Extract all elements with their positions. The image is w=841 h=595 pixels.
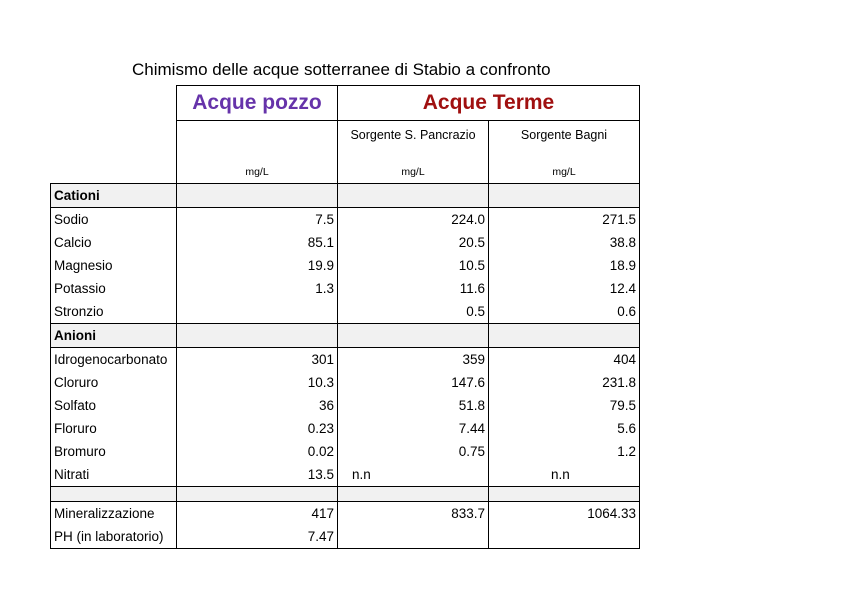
value-pozzo: 0.02	[177, 440, 338, 463]
value-pancrazio: 10.5	[338, 254, 489, 277]
unit-bagni: mg/L	[489, 161, 640, 184]
empty-cell	[489, 184, 640, 208]
empty-cell	[338, 184, 489, 208]
section-cationi-label: Cationi	[51, 184, 177, 208]
value-pancrazio: 833.7	[338, 502, 489, 526]
value-pancrazio: 147.6	[338, 371, 489, 394]
section-anioni-label: Anioni	[51, 324, 177, 348]
table-row	[51, 440, 640, 463]
table-row	[51, 371, 640, 394]
value-pozzo: 10.3	[177, 371, 338, 394]
row-label: Sodio	[51, 208, 177, 232]
table-row	[51, 394, 640, 417]
header-acque-terme: Acque Terme	[338, 86, 640, 121]
value-pozzo: 0.23	[177, 417, 338, 440]
value-pancrazio: 51.8	[338, 394, 489, 417]
row-label: Solfato	[51, 394, 177, 417]
empty-cell	[177, 324, 338, 348]
table-row	[51, 348, 640, 372]
row-label: Mineralizzazione	[51, 502, 177, 526]
value-pancrazio: 0.5	[338, 300, 489, 324]
value-pancrazio: 359	[338, 348, 489, 372]
table-row	[51, 277, 640, 300]
table-row	[51, 525, 640, 549]
value-pozzo	[177, 300, 338, 324]
value-pancrazio: n.n	[338, 463, 489, 487]
value-pancrazio: 20.5	[338, 231, 489, 254]
table-row	[51, 254, 640, 277]
row-label: Cloruro	[51, 371, 177, 394]
value-pancrazio: 7.44	[338, 417, 489, 440]
row-label: PH (in laboratorio)	[51, 525, 177, 549]
row-label: Potassio	[51, 277, 177, 300]
value-pozzo: 36	[177, 394, 338, 417]
value-bagni	[489, 525, 640, 549]
unit-pozzo: mg/L	[177, 161, 338, 184]
value-bagni: 1064.33	[489, 502, 640, 526]
table-row	[51, 463, 640, 487]
row-label: Idrogenocarbonato	[51, 348, 177, 372]
value-pozzo: 19.9	[177, 254, 338, 277]
value-pozzo: 13.5	[177, 463, 338, 487]
section-anioni	[51, 324, 640, 348]
empty-cell	[489, 487, 640, 502]
header-sorgente-bagni: Sorgente Bagni	[489, 121, 640, 162]
value-bagni: 18.9	[489, 254, 640, 277]
value-pancrazio: 11.6	[338, 277, 489, 300]
empty-cell	[489, 324, 640, 348]
value-pozzo: 417	[177, 502, 338, 526]
header-acque-pozzo: Acque pozzo	[177, 86, 338, 121]
value-bagni: 404	[489, 348, 640, 372]
empty-cell	[177, 487, 338, 502]
row-label: Floruro	[51, 417, 177, 440]
value-pancrazio	[338, 525, 489, 549]
value-bagni: 1.2	[489, 440, 640, 463]
unit-pancrazio: mg/L	[338, 161, 489, 184]
value-bagni: 5.6	[489, 417, 640, 440]
value-bagni: 271.5	[489, 208, 640, 232]
section-cationi	[51, 184, 640, 208]
row-label: Nitrati	[51, 463, 177, 487]
value-pancrazio: 0.75	[338, 440, 489, 463]
value-pozzo: 7.47	[177, 525, 338, 549]
value-pancrazio: 224.0	[338, 208, 489, 232]
value-pozzo: 85.1	[177, 231, 338, 254]
row-label: Stronzio	[51, 300, 177, 324]
value-bagni: 231.8	[489, 371, 640, 394]
table-row	[51, 502, 640, 526]
empty-cell	[51, 487, 177, 502]
value-bagni: 12.4	[489, 277, 640, 300]
value-pozzo: 301	[177, 348, 338, 372]
table-row	[51, 231, 640, 254]
value-pozzo: 7.5	[177, 208, 338, 232]
table-row	[51, 300, 640, 324]
value-pozzo: 1.3	[177, 277, 338, 300]
table-row	[51, 417, 640, 440]
empty-cell	[338, 324, 489, 348]
water-chemistry-table	[50, 85, 640, 549]
value-bagni: 38.8	[489, 231, 640, 254]
row-label: Magnesio	[51, 254, 177, 277]
empty-cell	[338, 487, 489, 502]
value-bagni: n.n	[489, 463, 640, 487]
header-sorgente-pancrazio: Sorgente S. Pancrazio	[338, 121, 489, 162]
value-bagni: 0.6	[489, 300, 640, 324]
row-label: Bromuro	[51, 440, 177, 463]
table-row	[51, 208, 640, 232]
page-title: Chimismo delle acque sotterranee di Stabio a confronto	[132, 60, 551, 79]
row-label: Calcio	[51, 231, 177, 254]
value-bagni: 79.5	[489, 394, 640, 417]
spacer-row	[51, 487, 640, 502]
empty-cell	[177, 184, 338, 208]
